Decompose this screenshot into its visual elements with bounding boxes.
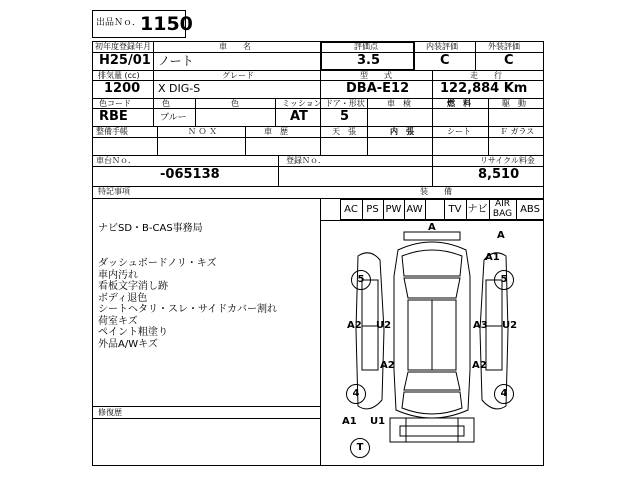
tail-marker: T xyxy=(350,438,370,458)
car-name: ノート xyxy=(158,54,194,68)
score: 3.5 xyxy=(357,53,381,68)
note-line: ボディ退色 xyxy=(98,292,148,304)
damage-right-side-a: A3 xyxy=(473,320,488,331)
damage-right-upper: A1 xyxy=(485,252,500,263)
notes-top: ナビSD・B-CAS事務局 xyxy=(98,223,203,234)
recycle-fee: 8,510 xyxy=(478,167,520,182)
color: ブルー xyxy=(160,113,187,123)
lot-number: 1150 xyxy=(140,13,193,35)
seat-label: シート xyxy=(447,127,471,136)
nox-label: Ｎ Ｏ Ｘ xyxy=(188,127,218,136)
equip-aw: AW xyxy=(406,204,423,215)
displacement-label: 排気量 (cc) xyxy=(98,71,140,80)
equip-tv: TV xyxy=(448,204,462,215)
note-line: 外品A/Wキズ xyxy=(98,338,158,350)
damage-right-door: A2 xyxy=(472,360,487,371)
chassis-label: 車台Ｎｏ． xyxy=(96,156,136,165)
car-diagram xyxy=(320,220,544,466)
lot-number-label: 出品Ｎｏ． xyxy=(96,18,142,28)
note-line: シートヘタリ・スレ・サイドカバー割れ xyxy=(98,304,277,315)
doors: 5 xyxy=(340,109,350,124)
front-left-wheel: 5 xyxy=(351,270,371,290)
model-label: 型 式 xyxy=(360,71,392,80)
recycle-label: リサイクル料金 xyxy=(480,156,535,165)
equip-navi: ナビ xyxy=(467,204,488,215)
model-code: DBA-E12 xyxy=(346,81,410,96)
sunroof-label: 天 張 xyxy=(332,127,356,136)
drive-label: 駆 動 xyxy=(502,99,526,108)
note-line: ダッシュボードノリ・キズ xyxy=(98,258,217,269)
damage-rear-u: U1 xyxy=(370,416,386,427)
note-line: 車内汚れ xyxy=(98,269,138,281)
equip-ps: PS xyxy=(366,204,379,215)
equip-abs: ABS xyxy=(520,204,540,215)
equip-ac: AC xyxy=(344,204,358,215)
chassis-number: -065138 xyxy=(160,167,220,182)
exterior-label: 外装評価 xyxy=(488,42,520,51)
mission: AT xyxy=(290,109,308,124)
notes-list xyxy=(98,258,277,350)
fuel-label: 燃 料 xyxy=(447,99,471,108)
note-line: 荷室キズ xyxy=(98,315,138,327)
color-code-label: 色コード xyxy=(99,99,131,108)
mission-label: ミッション xyxy=(282,99,322,108)
color-code: RBE xyxy=(99,109,128,124)
history-label: 車 歴 xyxy=(264,127,288,136)
damage-front-right: A xyxy=(497,230,505,241)
equip-airbag: AIR BAG xyxy=(492,199,513,219)
grade-label: グレード xyxy=(222,71,254,80)
mileage-label: 走 行 xyxy=(470,71,502,80)
displacement: 1200 xyxy=(104,81,141,96)
damage-left-side-a: A2 xyxy=(347,320,362,331)
equip-pw: PW xyxy=(385,204,402,215)
interior-trim-label: 内 張 xyxy=(390,127,414,136)
car-name-label: 車 名 xyxy=(219,42,251,51)
mileage: 122,884 Km xyxy=(440,81,528,96)
note-line: 看板文字消し跡 xyxy=(98,281,168,292)
manual-label: 整備手帳 xyxy=(96,127,128,136)
first-registration: H25/01 xyxy=(99,53,151,68)
equipment-label: 装 備 xyxy=(420,187,452,196)
inspection-label: 車 検 xyxy=(387,99,411,108)
year-label: 初年度登録年月 xyxy=(95,42,151,51)
note-line: ペイント粗塗り xyxy=(98,327,168,338)
grade: X DIG-S xyxy=(158,82,201,95)
damage-front: A xyxy=(428,222,436,233)
front-right-wheel: 5 xyxy=(494,270,514,290)
rear-right-wheel: 4 xyxy=(494,384,514,404)
rear-left-wheel: 4 xyxy=(346,384,366,404)
color-label-2: 色 xyxy=(231,99,239,108)
exterior-grade: C xyxy=(504,53,514,68)
interior-grade: C xyxy=(440,53,450,68)
damage-left-door: A2 xyxy=(380,360,395,371)
notes-label: 特記事項 xyxy=(98,187,130,196)
damage-rear-a: A1 xyxy=(342,416,357,427)
doors-label: ドア・形状 xyxy=(325,99,365,108)
score-label: 評価点 xyxy=(354,42,378,51)
damage-right-side-u: U2 xyxy=(502,320,518,331)
color-label-1: 色 xyxy=(162,99,170,108)
registration-label: 登録Ｎｏ． xyxy=(286,156,326,165)
interior-label: 内装評価 xyxy=(426,42,458,51)
damage-left-side-u: U2 xyxy=(376,320,392,331)
repair-history-label: 修復歴 xyxy=(98,408,122,417)
glass-label: Ｆ ガラス xyxy=(500,127,535,136)
